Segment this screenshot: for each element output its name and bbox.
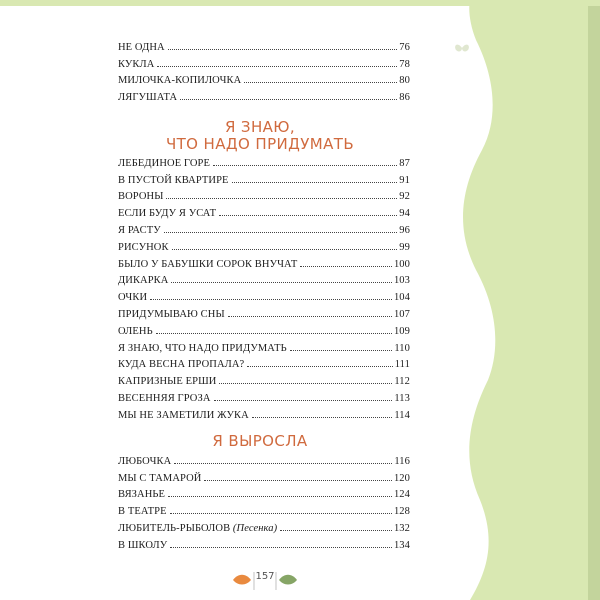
leader-dots — [214, 399, 393, 401]
toc-entry-page: 134 — [393, 539, 410, 551]
toc-entry-title: ДИКАРКА — [118, 275, 169, 287]
toc-entry-page: 111 — [394, 359, 410, 371]
toc-entry[interactable] — [118, 337, 410, 354]
book-edge — [588, 0, 600, 600]
leader-dots — [171, 281, 391, 283]
leader-dots — [170, 512, 392, 514]
leader-dots — [168, 495, 392, 497]
toc-entry-page: 91 — [399, 174, 410, 186]
toc-entry[interactable] — [118, 484, 410, 501]
toc-entry-page: 94 — [399, 208, 410, 220]
toc-entry-title: МЫ С ТАМАРОЙ — [118, 472, 202, 484]
toc-entry[interactable] — [118, 236, 410, 253]
leader-dots — [168, 48, 398, 50]
toc-entry-title: В ТЕАТРЕ — [118, 506, 167, 518]
toc-entry[interactable] — [118, 467, 410, 484]
leader-dots — [170, 546, 392, 548]
leader-dots — [150, 298, 392, 300]
page-folio — [230, 568, 300, 592]
leader-dots — [228, 315, 392, 317]
toc-entry-page: 113 — [394, 392, 410, 404]
toc-entry-page: 86 — [399, 92, 410, 104]
toc-entry-title — [118, 523, 277, 534]
toc-entry[interactable] — [118, 450, 410, 467]
toc-entry-page: 78 — [399, 58, 410, 70]
toc-entry-page: 112 — [394, 376, 410, 388]
toc-entry-page: 96 — [399, 224, 410, 236]
leader-dots — [213, 164, 397, 166]
toc-entry-title: ЕСЛИ БУДУ Я УСАТ — [118, 208, 217, 220]
toc-list-top — [118, 36, 410, 103]
toc-entry[interactable] — [118, 70, 410, 87]
toc-entry-page: 132 — [393, 522, 410, 534]
toc-entry-page: 100 — [393, 258, 410, 270]
toc-entry[interactable] — [118, 370, 410, 387]
toc-entry[interactable] — [118, 270, 410, 287]
toc-entry-title-main: ЛЮБИТЕЛЬ-РЫБОЛОВ — [118, 522, 231, 534]
toc-entry-title: В ПУСТОЙ КВАРТИРЕ — [118, 174, 229, 186]
toc-entry-title: Я ЗНАЮ, ЧТО НАДО ПРИДУМАТЬ — [118, 342, 287, 354]
toc-entry-title: ВЕСЕННЯЯ ГРОЗА — [118, 392, 211, 404]
leader-dots — [166, 197, 397, 199]
toc-entry-page: 114 — [394, 409, 410, 421]
leader-dots — [157, 65, 397, 67]
toc-entry-page: 124 — [393, 489, 410, 501]
page-number: 157 — [255, 571, 275, 582]
leader-dots — [232, 181, 398, 183]
leader-dots — [172, 248, 398, 250]
toc-entry-page: 110 — [394, 342, 410, 354]
section-heading-line2: ЧТО НАДО ПРИДУМАТЬ — [165, 135, 355, 153]
toc-entry[interactable] — [118, 186, 410, 203]
toc-entry[interactable] — [118, 36, 410, 53]
toc-entry-title: МИЛОЧКА-КОПИЛОЧКА — [118, 75, 242, 87]
toc-entry-page: 80 — [399, 75, 410, 87]
toc-entry[interactable] — [118, 387, 410, 404]
toc-list-grew — [118, 450, 410, 551]
toc-entry-title: БЫЛО У БАБУШКИ СОРОК ВНУЧАТ — [118, 258, 298, 270]
toc-entry[interactable] — [118, 219, 410, 236]
toc-entry-title: ЛЕБЕДИНОЕ ГОРЕ — [118, 157, 210, 169]
toc-entry-title: ОЧКИ — [118, 292, 148, 304]
toc-entry[interactable] — [118, 53, 410, 70]
toc-entry-page: 116 — [394, 455, 410, 467]
leader-dots — [174, 462, 392, 464]
toc-list-know — [118, 152, 410, 421]
toc-entry-title: КАПРИЗНЫЕ ЕРШИ — [118, 376, 217, 388]
toc-entry-page: 99 — [399, 241, 410, 253]
toc-entry[interactable] — [118, 320, 410, 337]
toc-entry-page: 103 — [393, 275, 410, 287]
toc-entry-page: 92 — [399, 191, 410, 203]
leader-dots — [219, 214, 397, 216]
toc-entry-title: ЛЯГУШАТА — [118, 92, 178, 104]
toc-entry[interactable] — [118, 152, 410, 169]
leader-dots — [164, 231, 398, 233]
orange-leaf-icon — [233, 575, 251, 585]
toc-entry-title: ОЛЕНЬ — [118, 325, 153, 337]
toc-entry[interactable] — [118, 404, 410, 421]
toc-entry-page: 120 — [393, 472, 410, 484]
toc-entry[interactable] — [118, 202, 410, 219]
toc-entry-page: 107 — [393, 308, 410, 320]
toc-entry-subtitle: (Песенка) — [232, 522, 278, 534]
toc-entry[interactable] — [118, 253, 410, 270]
toc-entry[interactable] — [118, 517, 410, 534]
toc-entry-title: МЫ НЕ ЗАМЕТИЛИ ЖУКА — [118, 409, 249, 421]
leader-dots — [244, 81, 397, 83]
toc-entry-page: 128 — [393, 506, 410, 518]
toc-entry-title: КУКЛА — [118, 58, 155, 70]
toc-entry[interactable] — [118, 169, 410, 186]
leader-dots — [252, 416, 392, 418]
toc-entry[interactable] — [118, 500, 410, 517]
toc-entry[interactable] — [118, 354, 410, 371]
leader-dots — [290, 349, 393, 351]
top-green-edge — [0, 0, 600, 6]
toc-entry[interactable] — [118, 86, 410, 103]
toc-entry-page: 76 — [399, 41, 410, 53]
toc-entry[interactable] — [118, 534, 410, 551]
leader-dots — [180, 98, 397, 100]
leader-dots — [156, 332, 392, 334]
toc-entry-title: РИСУНОК — [118, 241, 169, 253]
leader-dots — [280, 529, 392, 531]
toc-entry-title: ЛЮБОЧКА — [118, 455, 172, 467]
leader-dots — [204, 479, 391, 481]
toc-entry[interactable] — [118, 303, 410, 320]
toc-entry-title: Я РАСТУ — [118, 224, 161, 236]
toc-entry-title: ВЯЗАНЬЕ — [118, 489, 166, 501]
toc-entry-page: 104 — [393, 292, 410, 304]
toc-entry-page: 87 — [399, 157, 410, 169]
toc-entry-title: НЕ ОДНА — [118, 41, 165, 53]
green-leaf-icon — [279, 575, 297, 585]
leader-dots — [300, 265, 392, 267]
toc-entry-title: ПРИДУМЫВАЮ СНЫ — [118, 308, 225, 320]
leader-dots — [247, 365, 392, 367]
section-heading-line1: Я ЗНАЮ, — [224, 118, 296, 136]
toc-entry-title: КУДА ВЕСНА ПРОПАЛА? — [118, 359, 245, 371]
toc-entry-title: В ШКОЛУ — [118, 539, 168, 551]
toc-entry-title: ВОРОНЫ — [118, 191, 164, 203]
toc-entry[interactable] — [118, 286, 410, 303]
leader-dots — [219, 382, 392, 384]
section-heading-grew: Я ВЫРОСЛА — [212, 432, 308, 450]
toc-entry-page: 109 — [393, 325, 410, 337]
